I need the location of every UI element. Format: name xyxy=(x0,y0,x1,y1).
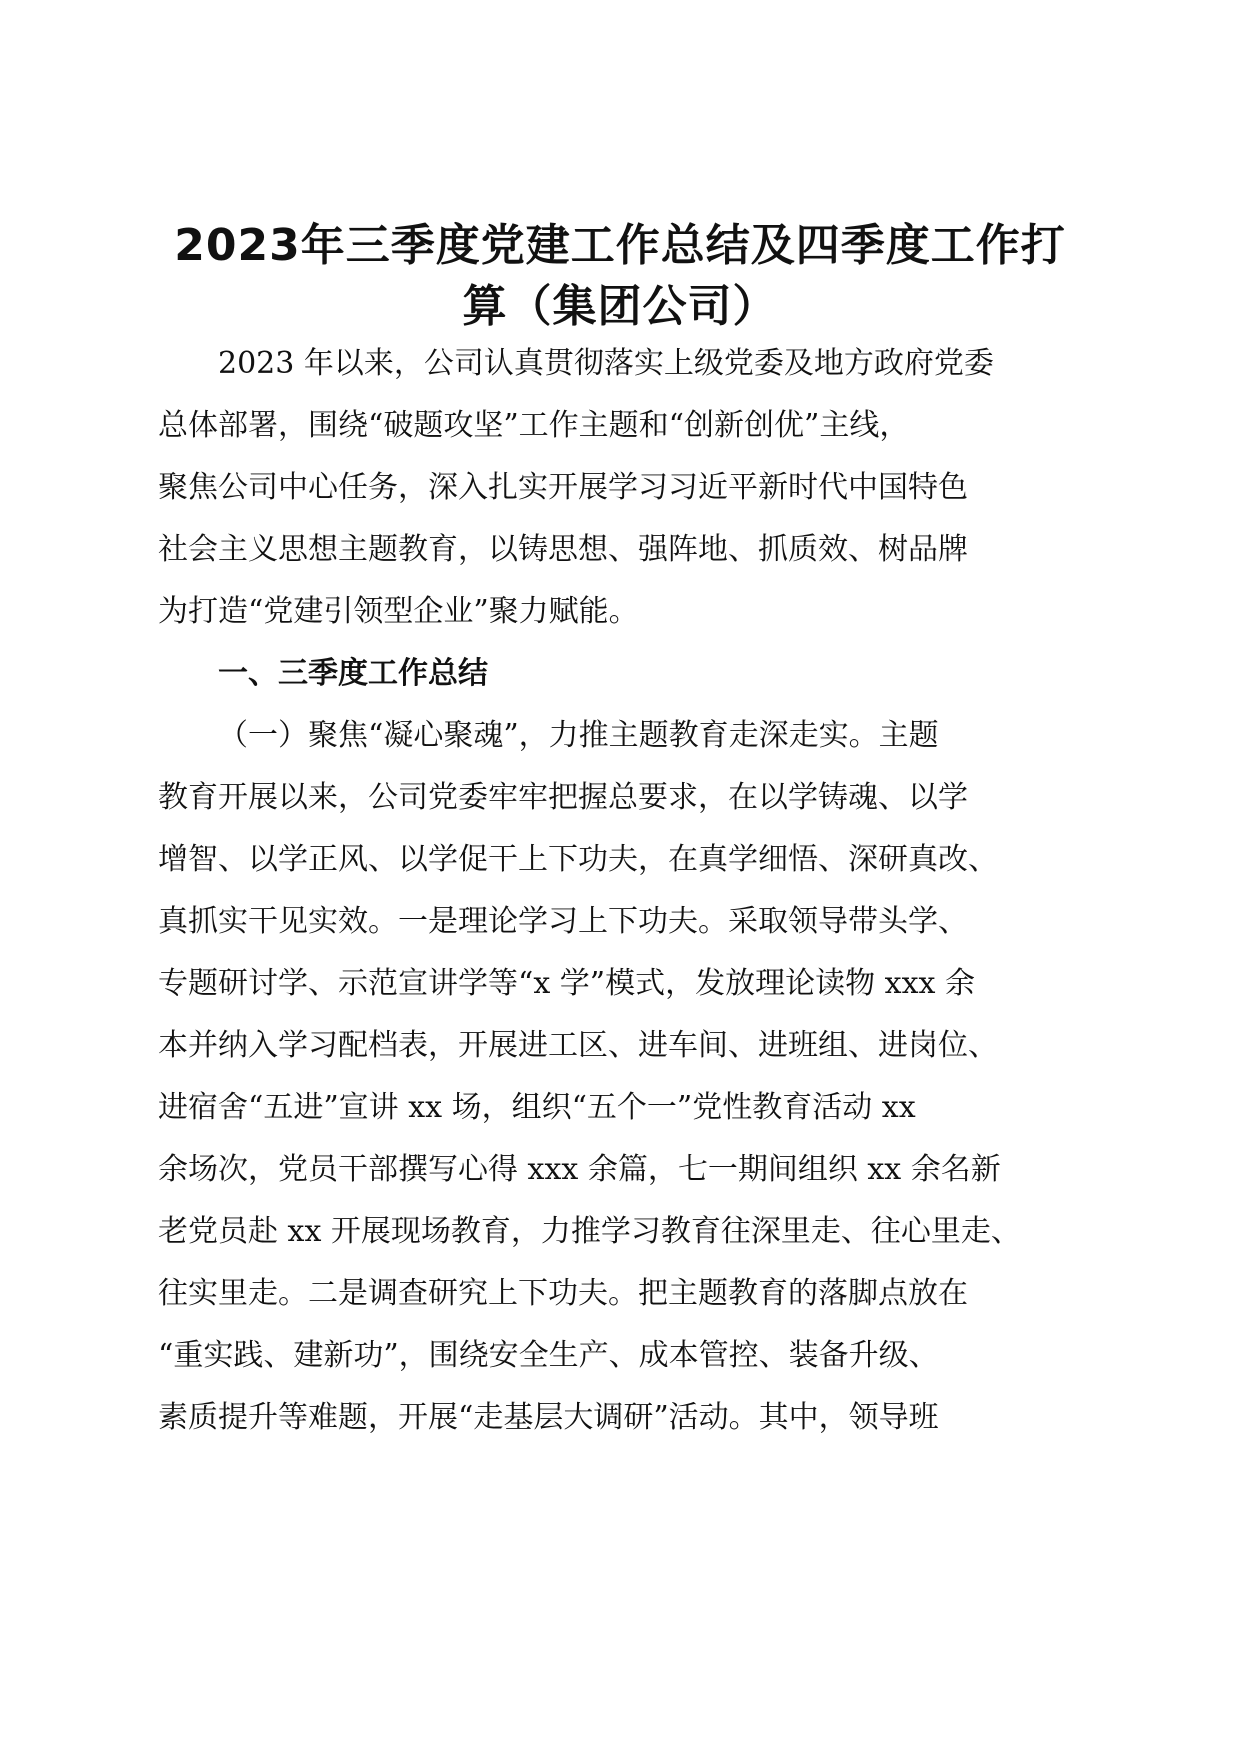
section-line: 真抓实干见实效。一是理论学习上下功夫。采取领导带头学、 xyxy=(158,904,968,939)
section-line: 余场次，党员干部撰写心得 xxx 余篇，七一期间组织 xx 余名新 xyxy=(158,1152,1001,1187)
intro-line: 聚焦公司中心任务，深入扎实开展学习习近平新时代中国特色 xyxy=(158,470,968,505)
intro-line: 为打造“党建引领型企业”聚力赋能。 xyxy=(158,594,639,629)
section-line: “重实践、建新功”，围绕安全生产、成本管控、装备升级、 xyxy=(158,1338,939,1373)
section-line: 专题研讨学、示范宣讲学等“x 学”模式，发放理论读物 xxx 余 xyxy=(158,966,975,1001)
intro-line: 社会主义思想主题教育，以铸思想、强阵地、抓质效、树品牌 xyxy=(158,532,968,567)
intro-line: 2023 年以来，公司认真贯彻落实上级党委及地方政府党委 xyxy=(218,346,994,381)
section-line: 本并纳入学习配档表，开展进工区、进车间、进班组、进岗位、 xyxy=(158,1028,998,1063)
section-line: 教育开展以来，公司党委牢牢把握总要求，在以学铸魂、以学 xyxy=(158,780,968,815)
intro-line: 总体部署，围绕“破题攻坚”工作主题和“创新创优”主线， xyxy=(158,408,910,443)
section-line: 老党员赴 xx 开展现场教育，力推学习教育往深里走、往心里走、 xyxy=(158,1214,1021,1249)
document-title-line-2: 算（集团公司） xyxy=(462,281,778,332)
section-line: 往实里走。二是调查研究上下功夫。把主题教育的落脚点放在 xyxy=(158,1276,968,1311)
section-heading: 一、三季度工作总结 xyxy=(218,656,488,691)
section-line: 素质提升等难题，开展“走基层大调研”活动。其中，领导班 xyxy=(158,1400,939,1435)
section-line: （一）聚焦“凝心聚魂”，力推主题教育走深走实。主题 xyxy=(218,718,939,753)
section-line: 进宿舍“五进”宣讲 xx 场，组织“五个一”党性教育活动 xx xyxy=(158,1090,916,1125)
document-title-line-1: 2023年三季度党建工作总结及四季度工作打 xyxy=(174,220,1066,271)
section-line: 增智、以学正风、以学促干上下功夫，在真学细悟、深研真改、 xyxy=(158,842,998,877)
